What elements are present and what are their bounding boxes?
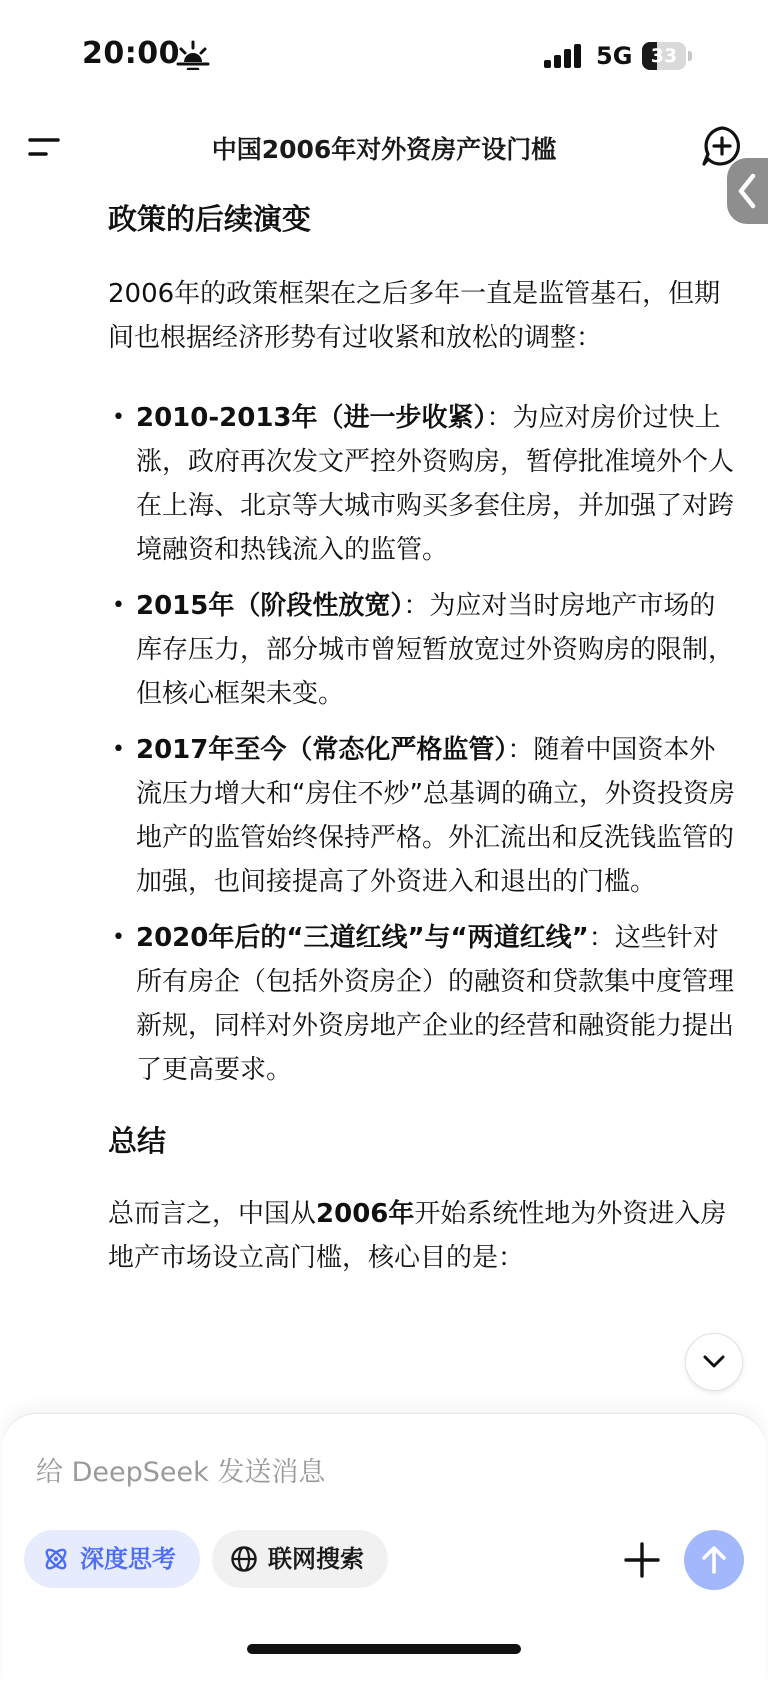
arrow-up-icon bbox=[698, 1544, 730, 1576]
deep-think-label: 深度思考 bbox=[80, 1545, 176, 1573]
status-bar bbox=[0, 0, 768, 112]
send-button[interactable] bbox=[684, 1530, 744, 1590]
signal-icon bbox=[544, 44, 584, 68]
chat-header bbox=[0, 112, 768, 182]
summary-heading: 总结 bbox=[108, 1124, 167, 1158]
scroll-down-button[interactable] bbox=[686, 1334, 742, 1390]
summary-paragraph: 总而言之，中国从2006年开始系统性地为外资进入房地产市场设立高门槛，核心目的是： bbox=[108, 1199, 727, 1273]
policy-list bbox=[108, 396, 740, 1092]
chat-title: 中国2006年对外资房产设门槛 bbox=[211, 135, 557, 164]
globe-icon bbox=[230, 1545, 258, 1573]
list-item: • 2017年至今（常态化严格监管）：随着中国资本外流压力增大和“房住不炒”总基调的确立，外资投资房地产的监管始终保持严格。外汇流出和反洗钱监管的加强，也间接提高了外资进入和退出的门槛。 bbox=[108, 728, 740, 904]
battery-icon bbox=[642, 42, 692, 70]
web-search-label: 联网搜索 bbox=[268, 1545, 364, 1573]
assistant-message bbox=[108, 198, 740, 1280]
list-item: • 2020年后的“三道红线”与“两道红线”：这些针对所有房企（包括外资房企）的融资和贷款集中度管理新规，同样对外资房地产企业的经营和融资能力提出了更高要求。 bbox=[108, 916, 740, 1092]
plus-icon[interactable] bbox=[622, 1540, 662, 1580]
list-item: • 2015年（阶段性放宽）：为应对当时房地产市场的库存压力，部分城市曾短暂放宽过外资购房的限制，但核心框架未变。 bbox=[108, 584, 740, 716]
message-input[interactable]: 给 DeepSeek 发送消息 bbox=[36, 1457, 326, 1488]
atom-icon bbox=[42, 1545, 70, 1573]
home-indicator bbox=[247, 1644, 521, 1654]
intro-paragraph: 2006年的政策框架在之后多年一直是监管基石，但期间也根据经济形势有过收紧和放松的调整： bbox=[108, 279, 721, 353]
deep-think-button[interactable] bbox=[24, 1530, 200, 1588]
battery-level: 33 bbox=[650, 45, 678, 67]
status-time: 20:00 bbox=[82, 36, 180, 71]
network-type: 5G bbox=[596, 42, 633, 70]
section-heading: 政策的后续演变 bbox=[108, 202, 312, 236]
list-item: • 2010-2013年（进一步收紧）：为应对房价过快上涨，政府再次发文严控外资购房，暂停批准境外个人在上海、北京等大城市购买多套住房，并加强了对跨境融资和热钱流入的监管。 bbox=[108, 396, 740, 572]
chevron-down-icon bbox=[702, 1352, 726, 1372]
sunrise-icon bbox=[176, 40, 210, 70]
menu-icon[interactable] bbox=[26, 132, 62, 162]
web-search-button[interactable] bbox=[212, 1530, 388, 1588]
